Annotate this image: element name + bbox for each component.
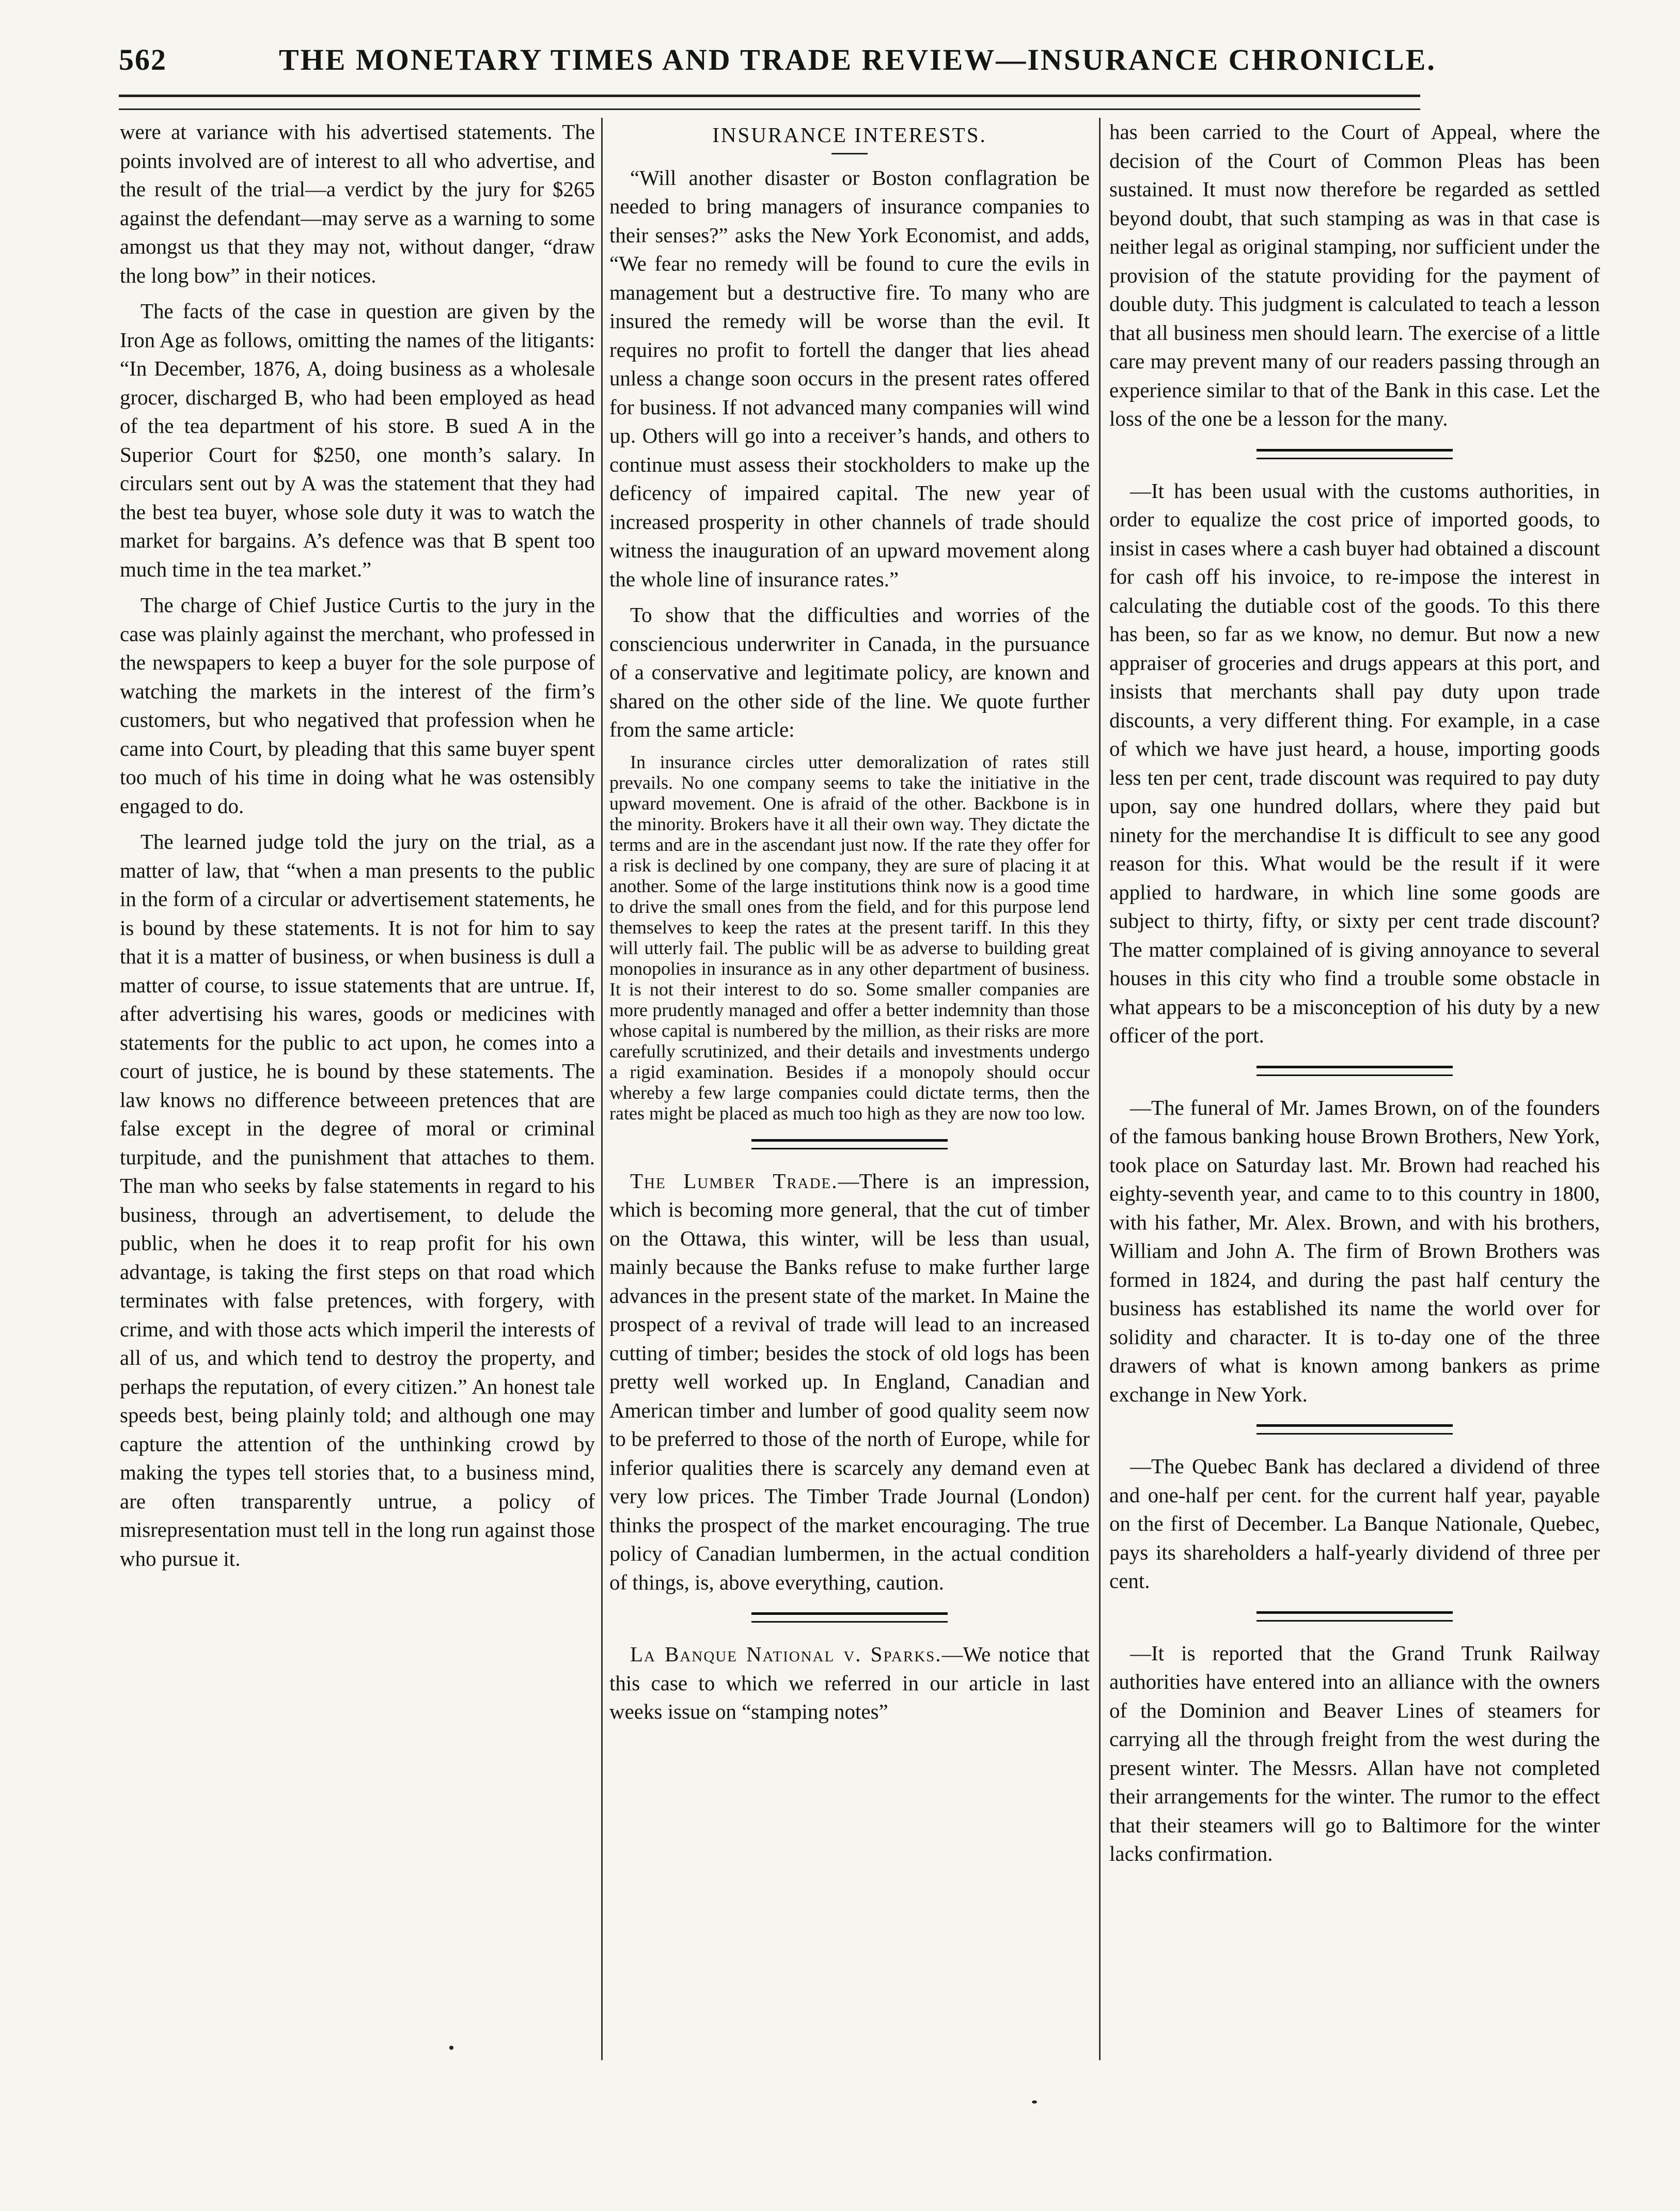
paragraph: —It is reported that the Grand Trunk Railway authorities have entered into an alliance with the owners of the Dominion and Beaver Lines of steamers for carrying all the through freight from the west during the present winter. The Messrs. Allan have not completed their arrangements for the winter. The rumor to the effect that their steamers will go to Baltimore for the winter lacks confirmation. (1109, 1641, 1600, 1865)
paragraph: The charge of Chief Justice Curtis to the jury in the case was plainly against the merchant, who professed in the newspapers to keep a buyer for the sole purpose of watching the markets in the interest of the firm’s customers, but who negatived that profession when he came into Court, by pleading that this same buyer spent too much of his time in doing what he was ostensibly engaged to do. (120, 593, 595, 818)
column-rule-left (601, 118, 603, 2060)
heading-rule (831, 153, 868, 154)
page-number: 562 (119, 43, 167, 76)
paragraph: The learned judge told the jury on the trial, as a matter of law, that “when a man presents to the public in the form of a circular or advertisement statements, he is bound by these statements. It is not for him to say that it is a matter of business, or when business is dull a matter of course, to issue statements that are untrue. If, after advertising his wares, goods or medicines with statements for the public to act upon, he comes into a court of justice, he is bound by these statements. The law knows no difference betweeen pretences that are false except in the degree of moral or criminal turpitude, and the punishment that attaches to them. The man who seeks by false statements in regard to his business, through an advertisement, to delude the public, when he does it to reap profit for his own advantage, is taking the first steps on that road which terminates with false pretences, with forgery, with crime, and with those acts which imperil the interests of all of us, and which tend to destroy the property, and perhaps the reputation, of every citizen.” An honest tale speeds best, being plainly told; and although one may capture the attention of the unthinking crowd by making the types tell stories that, to a business mind, are often transparently untrue, a policy of misrepresentation must tell in the long run against those who pursue it. (120, 830, 595, 1570)
section-heading: INSURANCE INTERESTS. (712, 123, 987, 147)
section-divider (1257, 1611, 1453, 1622)
paragraph: —The Quebec Bank has declared a dividend of three and one-half per cent. for the current half year, payable on the first of December. La Banque Nationale, Quebec, pays its shareholders a half-yearly dividend of three per cent. (1109, 1454, 1600, 1593)
section-divider (1257, 1424, 1453, 1435)
paragraph: were at variance with his advertised statements. The points involved are of interest to all who advertise, and the result of the trial—a verdict by the jury for $265 against the defendant—may serve as a warning to some amongst us that they may not, without danger, “draw the long bow” in their notices. (120, 120, 595, 287)
paragraph: To show that the difficulties and worries of the consciencious underwriter in Canada, in the pursuance of a conservative and legitimate policy, are known and shared on the other side of the line. We quote further from the same article: (609, 603, 1090, 741)
paragraph: —The funeral of Mr. James Brown, on of the founders of the famous banking house Brown Brothers, New York, took place on Saturday last. Mr. Brown had reached his eighty-seventh year, and came to to this country in 1800, with his father, Mr. Alex. Brown, and with his brothers, William and John A. The firm of Brown Brothers was formed in 1824, and during the past half century the business has established its name the world over for solidity and character. It is to-day one of the three drawers of what is known among bankers as prime exchange in New York. (1109, 1095, 1600, 1406)
paragraph: —It has been usual with the customs authorities, in order to equalize the cost price of imported goods, to insist in cases where a cash buyer had obtained a discount for cash off his invoice, to re-impose the interest in calculating the dutiable cost of the goods. To this there has been, so far as we know, no demur. But now a new appraiser of groceries and drugs appears at this port, and insists that merchants shall pay duty upon trade discounts, a very different thing. For example, in a case of which we have just heard, a house, importing goods less ten per cent, trade discount was required to pay duty upon, say one hundred dollars, where they paid but ninety for the merchandise It is difficult to see any good reason for this. What would be the result if it were applied to hardware, in which line some goods are subject to thirty, fifty, or sixty per cent trade discount? The matter complained of is giving annoyance to several houses in this city who find a trouble some obstacle in what appears to be a misconception of his duty by a new officer of the port. (1109, 478, 1600, 1047)
header-double-rule (119, 95, 1420, 110)
section-divider (1257, 449, 1453, 459)
paragraph: The facts of the case in question are given by the Iron Age as follows, omitting the names of the litigants: “In December, 1876, A, doing business as a wholesale grocer, discharged B, who had been employed as head of the tea department of his store. B sued A in the Superior Court for $250, one month’s salary. In circulars sent out by A was the statement that they had the best tea buyer, whose sole duty it was to watch the market for bargains. A’s defence was that B spent too much time in the tea market.” (120, 299, 595, 581)
page-header (119, 42, 1436, 99)
paragraph: “Will another disaster or Boston conflagration be needed to bring managers of insurance companies to their senses?” asks the New York Economist, and adds, “We fear no remedy will be found to cure the evils in management but a destructive fire. To many who are insured the remedy will be worse than the evil. It requires no profit to fortell the danger that lies ahead unless a change soon occurs in the present rates offered for business. If not advanced many companies will wind up. Others will go into a receiver’s hands, and others to continue must assess their stockholders to make up the deficency of impaired capital. The new year of increased prosperity in other channels of trade should witness the inauguration of an upward movement along the whole line of insurance rates.” (609, 165, 1090, 591)
column-middle (609, 118, 1090, 2060)
running-title: THE MONETARY TIMES AND TRADE REVIEW—INSURANCE CHRONICLE. (279, 43, 1436, 76)
section-divider (751, 1139, 948, 1149)
article-title: La Banque National v. Sparks. (630, 1642, 942, 1666)
paragraph: —We notice that this case to which we referred in our article in last weeks issue on “stamping notes” (609, 1642, 1090, 1723)
column-rule-right (1099, 118, 1101, 2060)
section-divider (751, 1612, 948, 1623)
paragraph: has been carried to the Court of Appeal, where the decision of the Court of Common Pleas has been sustained. It must now therefore be regarded as settled beyond doubt, that such stamping as was in that case is neither legal as original stamping, nor sufficient under the provision of the statute providing for the payment of double duty. This judgment is calculated to teach a lesson that all business men should learn. The exercise of a little care may prevent many of our readers passing through an experience similar to that of the Bank in this case. Let the loss of the one be a lesson for the many. (1109, 120, 1600, 430)
print-speck (1032, 2100, 1037, 2104)
print-speck (449, 2046, 453, 2050)
paragraph: —There is an impression, which is becoming more general, that the cut of timber on the Ottawa, this winter, will be less than usual, mainly because the Banks refuse to make further large advances in the present state of the market. In Maine the prospect of a revival of trade will lead to an increased cutting of timber; besides the stock of old logs has been pretty well worked up. In England, Canadian and American timber and lumber of good quality seem now to be preferred to those of the north of Europe, while for inferior qualities there is scarcely any demand even at very low prices. The Timber Trade Journal (London) thinks the prospect of the market encouraging. The true policy of Canadian lumbermen, in the actual condition of things, is, above everything, caution. (609, 1169, 1090, 1594)
article-title: The Lumber Trade. (630, 1169, 838, 1193)
block-quote: In insurance circles utter demoralization of rates still prevails. No one company seems to take the initiative in the upward movement. One is afraid of the other. Backbone is in the minority. Brokers have it all their own way. They dictate the terms and are in the ascendant just now. If the rate they offer for a risk is declined by one company, they are sure of placing it at another. Some of the large institutions think now is a good time to drive the small ones from the field, and for this purpose lend themselves to keep the rates at the present tariff. In this they will utterly fail. The public will be as adverse to building great monopolies in insurance as in any other department of business. It is not their interest to do so. Some smaller companies are more prudently managed and offer a better indemnity than those whose capital is numbered by the million, as their risks are more carefully scrutinized, and their details and investments undergo a rigid examination. Besides if a monopoly should occur whereby a few large companies could dictate terms, then the rates might be placed as much too high as they are now too low. (609, 751, 1090, 1124)
column-left (120, 118, 595, 2060)
column-right (1109, 118, 1600, 2060)
section-divider (1257, 1066, 1453, 1076)
